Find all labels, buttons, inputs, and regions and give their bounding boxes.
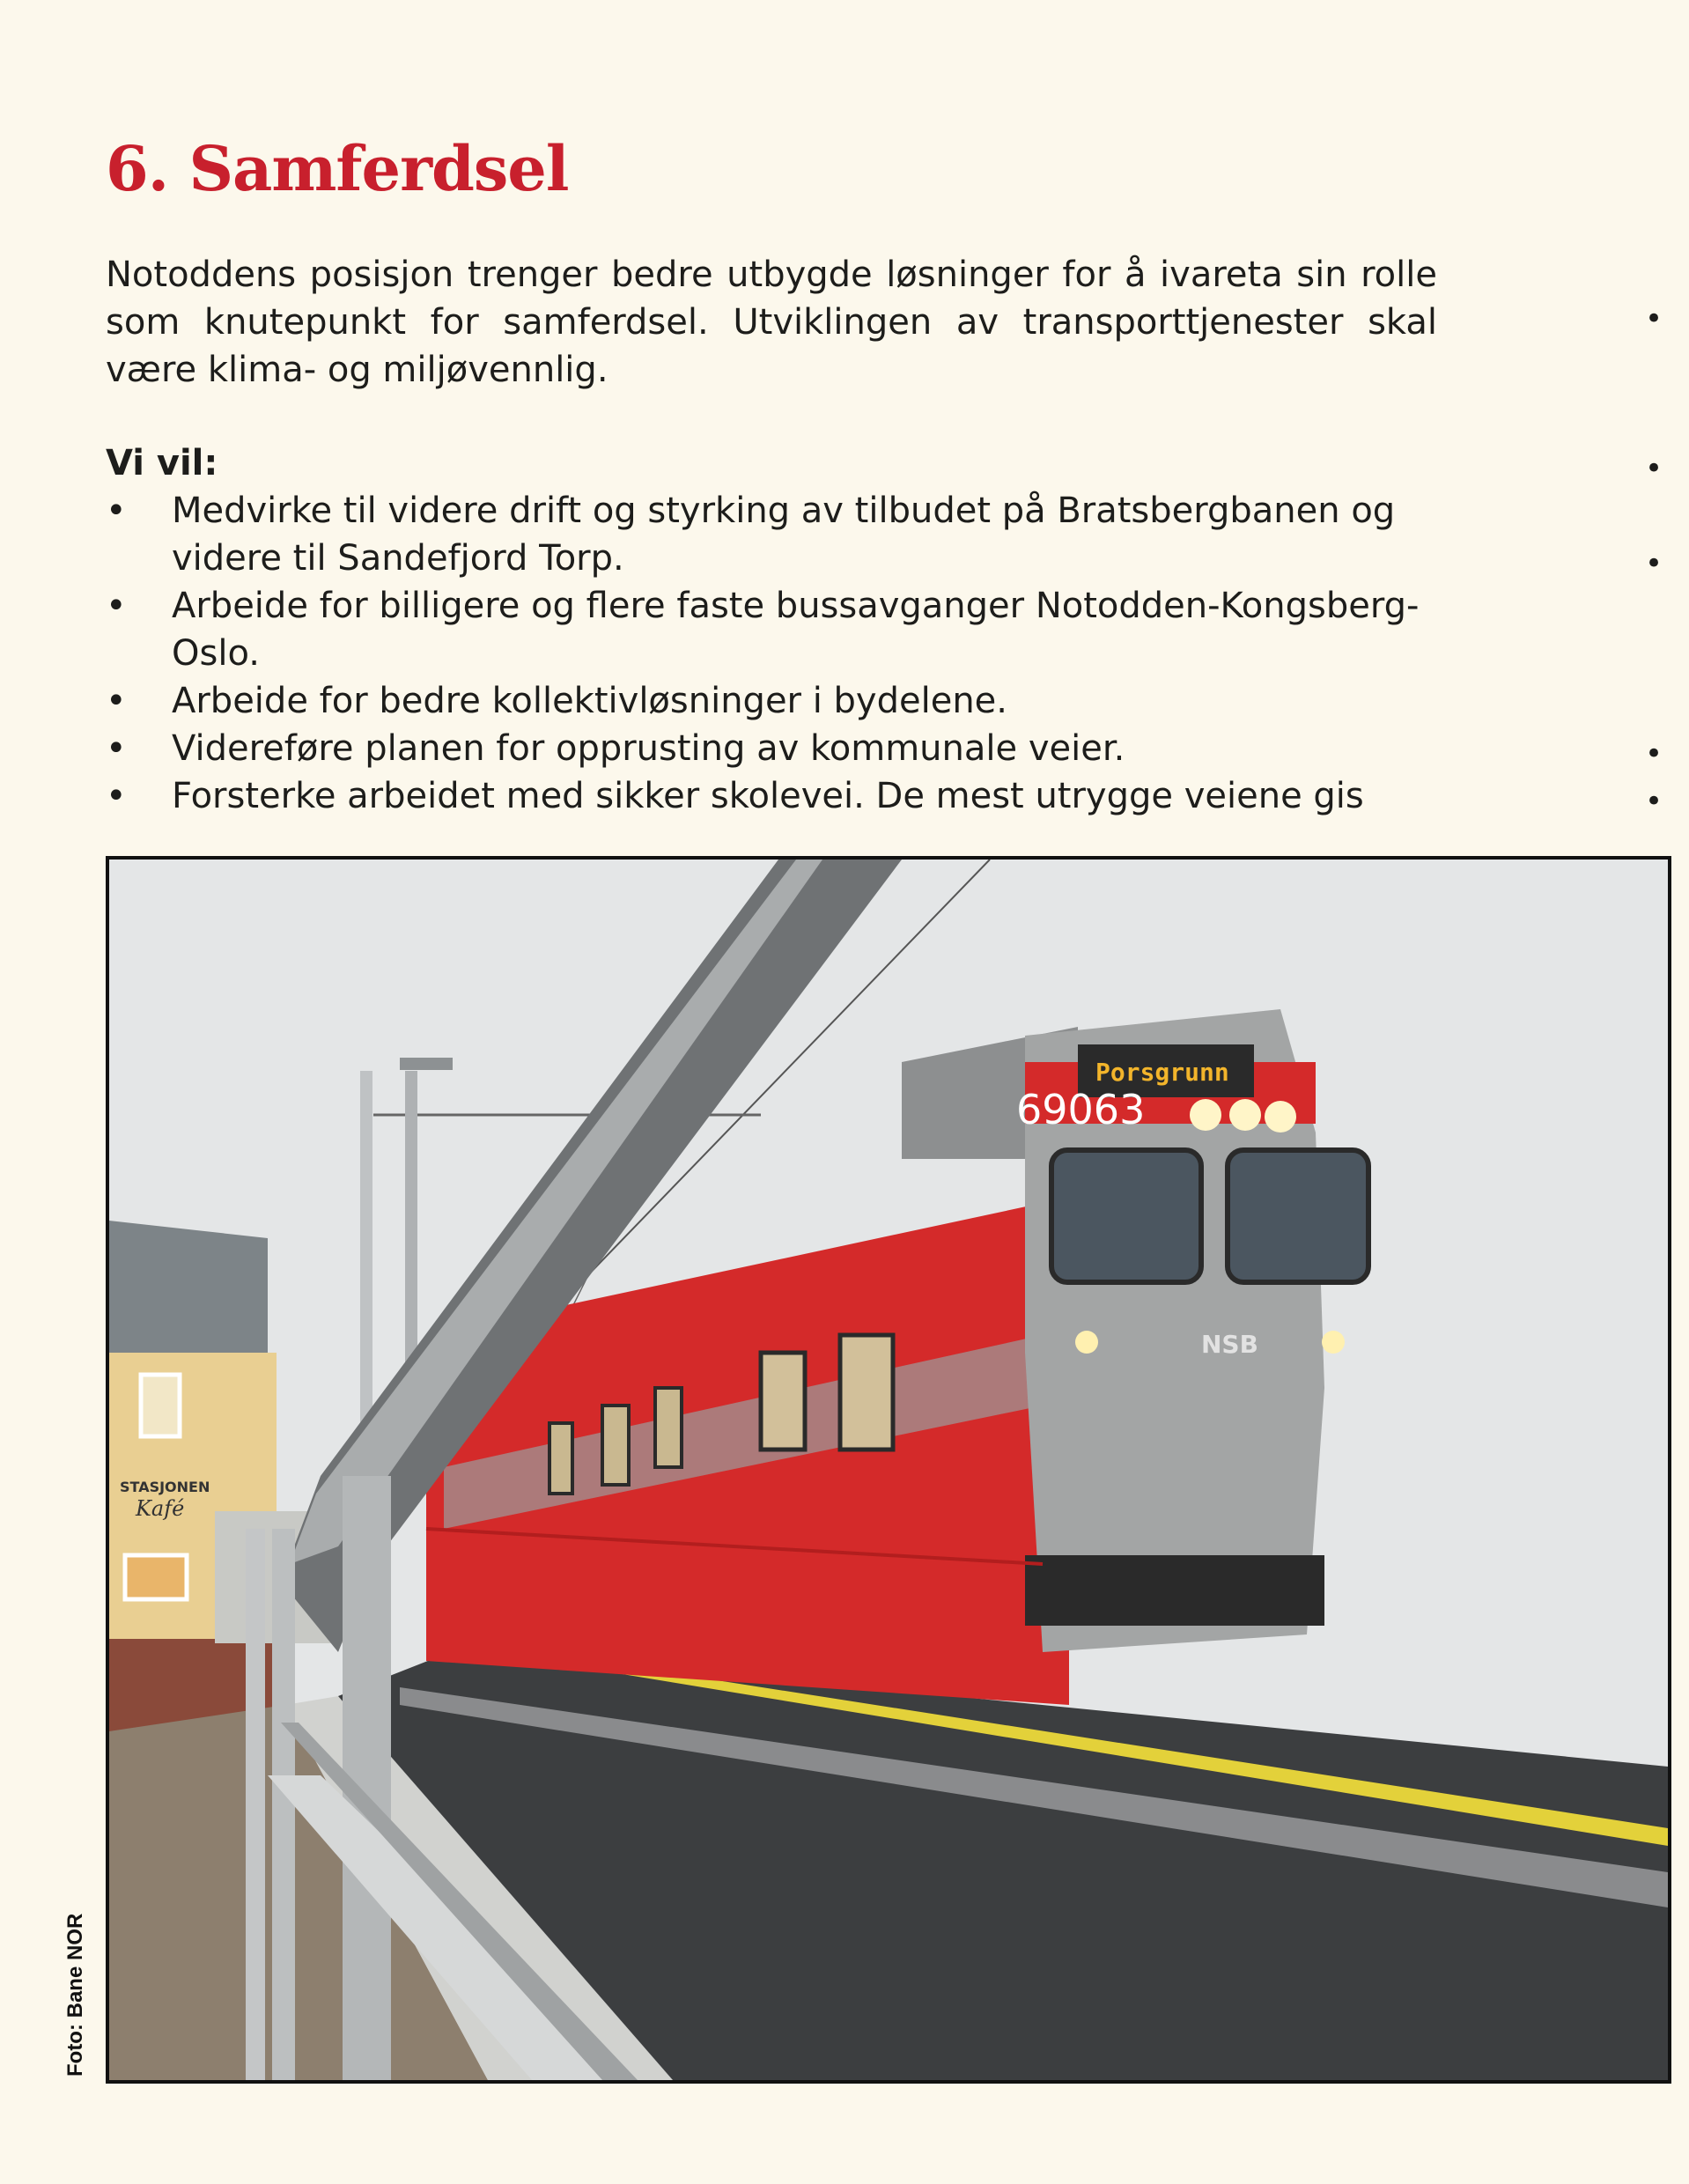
train-station-illustration — [109, 860, 1668, 2080]
bullet-icon: • — [106, 586, 127, 626]
bullet-icon: • — [1645, 301, 1663, 336]
bullet-icon: • — [106, 681, 127, 721]
building-sign-script: Kafé — [136, 1496, 185, 1521]
goals-label: Vi vil: — [106, 443, 218, 483]
train-number-text: 69063 — [1016, 1086, 1146, 1133]
bullet-icon: • — [1645, 736, 1663, 771]
goal-text: Arbeide for billigere og flere faste bussavganger Notodden-Kongsberg-Oslo. — [172, 586, 1420, 674]
bullet-icon: • — [106, 728, 127, 769]
goal-item — [106, 725, 1444, 772]
destination-sign-text: Porsgrunn — [1095, 1058, 1229, 1087]
bullet-icon: • — [106, 776, 127, 816]
goal-item — [106, 582, 1444, 677]
bullet-icon: • — [1645, 546, 1663, 581]
goal-text: Medvirke til videre drift og styrking av tilbudet på Bratsbergbanen og videre til Sandefjord Torp. — [172, 491, 1396, 579]
goal-item — [106, 487, 1444, 582]
goal-text: Forsterke arbeidet med sikker skolevei. De mest utrygge veiene gis — [172, 776, 1364, 816]
goal-item — [106, 772, 1444, 820]
section-heading: 6. Samferdsel — [106, 132, 569, 205]
goals-list — [106, 487, 1444, 820]
photo-credit: Foto: Bane NOR — [63, 1913, 87, 2077]
train-photo — [106, 856, 1671, 2084]
operator-logo-text: NSB — [1201, 1330, 1258, 1359]
goal-item — [106, 677, 1444, 725]
bullet-icon: • — [106, 491, 127, 531]
building-sign-text: STASJONEN — [120, 1479, 210, 1495]
bullet-icon: • — [1645, 784, 1663, 819]
goal-text: Videreføre planen for opprusting av kommunale veier. — [172, 728, 1125, 769]
goal-text: Arbeide for bedre kollektivløsninger i bydelene. — [172, 681, 1008, 721]
bullet-icon: • — [1645, 451, 1663, 486]
intro-paragraph: Notoddens posisjon trenger bedre utbygde løsninger for å ivareta sin rolle som knutepunkt for samferdsel. Utviklingen av transporttjenester skal være klima- og miljøvennlig. — [106, 255, 1437, 390]
